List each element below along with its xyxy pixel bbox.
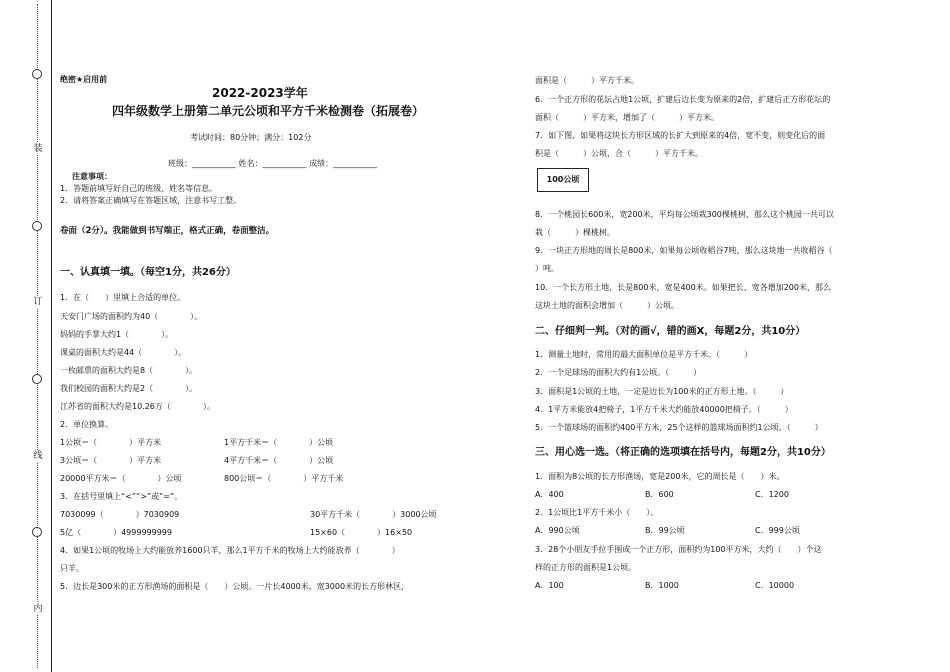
judge-item: 5．一个篮球场的面积约400平方米，25个这样的篮球场面积约1公顷。（ ）: [535, 423, 823, 432]
conversion-item: 4平方千米＝（ ）公顷: [224, 456, 334, 465]
choice-option: B．600: [645, 490, 674, 499]
choice-question: 样的正方形的面积是1公顷。: [535, 563, 637, 572]
question-line: 7．如下图，如果将这块长方形区域的长扩大到原来的4倍，宽不变，则变化后的面: [535, 131, 826, 140]
question-line: 面积是（ ）平方千米。: [535, 76, 639, 85]
conversion-item: 800公顷＝（ ）平方千米: [224, 474, 344, 483]
binding-hole-circle: [32, 527, 42, 537]
section1-title: 一、认真填一填。（每空1分，共26分）: [60, 267, 236, 278]
question-line: 面积（ ）平方米，增加了（ ）平方米。: [535, 113, 719, 122]
conversion-item: 20000平方米＝（ ）公顷: [60, 474, 182, 483]
question-line: 3．在括号里填上“<”“>”或“=”。: [60, 492, 183, 501]
question-line: 5．边长是300米的正方形渔场的面积是（ ）公顷。一片长4000米，宽3000米的长方形林区，: [60, 582, 410, 591]
binding-char-nei: 内: [30, 603, 46, 615]
secret-mark: 绝密★启用前: [60, 75, 108, 84]
section2-title: 二、仔细判一判。（对的画√，错的画X，每题2分，共10分）: [535, 326, 806, 337]
question-line: 9．一块正方形地的周长是800米，如果每公顷收稻谷7吨，那么这块地一共收稻谷（: [535, 246, 833, 255]
conversion-item: 3公顷＝（ ）平方米: [60, 456, 162, 465]
binding-hole-circle: [32, 221, 42, 231]
area-rectangle-figure: 100公顷: [537, 168, 589, 192]
choice-option: B．99公顷: [645, 526, 685, 535]
choice-question: 3．28个小朋友手拉手围成一个正方形，面积约为100平方米，大约（ ）个这: [535, 545, 822, 554]
choice-option: A．400: [535, 490, 564, 499]
judge-item: 4．1平方米能放4把椅子，1平方千米大约能放40000把椅子。（ ）: [535, 405, 793, 414]
student-fields: 班级：___________ 姓名：___________ 成绩：___________: [168, 159, 378, 168]
question-line: 只羊。: [60, 564, 84, 573]
choice-option: C．10000: [755, 581, 795, 590]
question-line: 我们校园的面积大约是2（ ）。: [60, 384, 198, 393]
choice-question: 1．面积为8公顷的长方形渔场，宽是200米，它的周长是（ ）米。: [535, 472, 785, 481]
question-line: 2．单位换算。: [60, 420, 114, 429]
choice-option: A．990公顷: [535, 526, 580, 535]
choice-option: C．999公顷: [755, 526, 800, 535]
notes-item: 2．请将答案正确填写在答题区域，注意书写工整。: [60, 196, 242, 205]
question-line: 10．一个长方形土地，长是800米，宽是400米。如果把长、宽各增加200米，那么: [535, 283, 831, 292]
exam-title: 四年级数学上册第二单元公顷和平方千米检测卷（拓展卷）: [112, 104, 425, 118]
choice-option: B．1000: [645, 581, 679, 590]
judge-item: 1．测量土地时，常用的最大面积单位是平方千米。（ ）: [535, 350, 753, 359]
question-line: 一枚邮票的面积大约是8（ ）。: [60, 366, 198, 375]
question-line: 8．一个桃园长600米，宽200米，平均每公顷栽300棵桃树，那么这个桃园一共可以: [535, 210, 834, 219]
binding-margin: [0, 0, 52, 672]
notes-title: 注意事项：: [72, 172, 112, 181]
choice-option: C．1200: [755, 490, 789, 499]
binding-hole-circle: [32, 69, 42, 79]
judge-item: 2．一个足球场的面积大约有1公顷。（ ）: [535, 368, 702, 377]
notes-item: 1．答题前填写好自己的班级、姓名等信息。: [60, 184, 218, 193]
exam-year: 2022-2023学年: [212, 86, 308, 100]
question-line: 4．如果1公顷的牧场上大约能放养1600只羊，那么1平方千米的牧场上大约能放养（ ）: [60, 546, 400, 555]
question-line: 江苏省的面积大约是10.26万（ ）。: [60, 402, 215, 411]
binding-char-ding: 订: [30, 296, 46, 308]
question-line: 天安门广场的面积约为40（ ）。: [60, 312, 203, 321]
question-line: 6．一个正方形的花坛占地1公顷，扩建后边长变为原来的2倍，扩建后正方形花坛的: [535, 95, 831, 104]
question-line: 妈妈的手掌大约1（ ）。: [60, 330, 174, 339]
section3-title: 三、用心选一选。（将正确的选项填在括号内，每题2分，共10分）: [535, 447, 831, 458]
question-line: ）吨。: [535, 264, 559, 273]
question-line: 课桌的面积大约是44（ ）。: [60, 348, 187, 357]
comparison-item: 7030099（ ）7030909: [60, 510, 180, 519]
comparison-item: 30平方千米（ ）3000公顷: [310, 510, 437, 519]
conversion-item: 1平方千米＝（ ）公顷: [224, 438, 334, 447]
question-line: 积是（ ）公顷，合（ ）平方千米。: [535, 149, 703, 158]
judge-item: 3．面积是1公顷的土地，一定是边长为100米的正方形土地。（ ）: [535, 387, 789, 396]
question-line: 1．在（ ）里填上合适的单位。: [60, 293, 186, 302]
binding-border-line: [51, 0, 52, 672]
choice-option: A．100: [535, 581, 564, 590]
comparison-item: 15×60（ ）16×50: [310, 528, 413, 537]
question-line: 栽（ ）棵桃树。: [535, 228, 615, 237]
question-line: 这块土地的面积会增加（ ）公顷。: [535, 301, 679, 310]
exam-info: 考试时间：80分钟；满分：102分: [190, 133, 312, 142]
neatness-note: 卷面（2分）。我能做到书写端正，格式正确，卷面整洁。: [60, 226, 275, 236]
binding-hole-circle: [32, 374, 42, 384]
binding-char-zhuang: 装: [30, 143, 46, 155]
conversion-item: 1公顷＝（ ）平方米: [60, 438, 162, 447]
comparison-item: 5亿（ ）4999999999: [60, 528, 172, 537]
binding-dotted-line: [37, 4, 38, 668]
choice-question: 2．1公顷比1平方千米小（ ）。: [535, 508, 659, 517]
binding-char-xian: 线: [30, 450, 46, 462]
